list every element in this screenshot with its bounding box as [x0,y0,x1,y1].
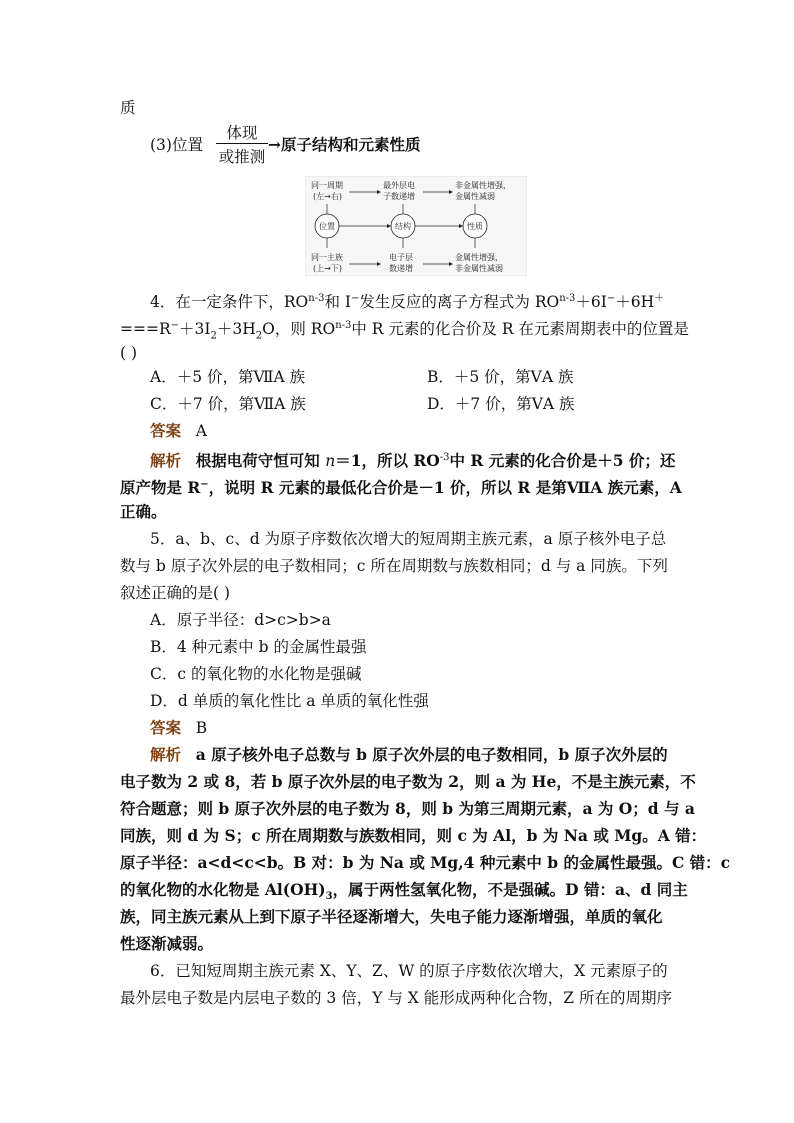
diagram-text: 电子层 [389,253,413,262]
arrow-shaft [216,143,268,144]
q5-analysis-line3: 符合题意；则 b 原子次外层的电子数为 8，则 b 为第三周期元素，a 为 O；d 与 a [120,799,695,818]
diagram-text: 最外层电 [383,181,415,190]
q4-option-a: A．＋5 价，第ⅦA 族 [150,368,306,386]
q4-analysis-line1: 解析 根据电荷守恒可知 n＝1，所以 $RO^{-3}$中 R 元素的化合价是＋5 价；还 [150,451,676,471]
diagram-text: 金属性增强， [455,253,503,262]
q6-stem-line1: 6．已知短周期主族元素 X、Y、Z、W 的原子序数依次增大，X 元素原子的 [150,962,668,980]
q4-stem-line1: 4．在一定条件下，RO$^{n-3}$和 I−发生反应的离子方程式为 $RO^{n-3}+6I^-+6H^+$ [150,293,665,312]
q4-analysis-line2: 原产物是 R−，说明 R 元素的最低化合价是－1 价，所以 R 是第ⅦA 族元素，A [120,478,682,498]
diagram-text: 数递增 [389,264,413,273]
q5-analysis-line5: 原子半径：a<d<c<b。B 对：b 为 Na 或 Mg,4 种元素中 b 的金属性最强。C 错：c [120,853,731,872]
diagram-text: 位置 [319,222,335,231]
q5-analysis-line7: 族，同主族元素从上到下原子半径逐渐增大，失电子能力逐渐增强，单质的氧化 [120,907,663,926]
q5-analysis-line2: 电子数为 2 或 8，若 b 原子次外层的电子数为 2，则 a 为 He，不是主族元素，不 [120,772,696,791]
q5-analysis-line4: 同族，则 d 为 S；c 所在周期数与族数相同，则 c 为 Al，b 为 Na 或 Mg。A 错： [120,826,707,845]
arrow-bottom-label: 或推测 [218,148,266,166]
q4-option-b: B．＋5 价，第ⅤA 族 [427,368,574,386]
q5-stem-line2: 数与 b 原子次外层的电子数相同；c 所在周期数与族数相同；d 与 a 同族。下列 [120,557,668,575]
continued-text: 质 [120,99,136,117]
item-3-prefix: (3)位置 [150,136,203,154]
q4-bracket: ( ) [120,344,138,362]
q5-analysis-line1: 解析 a 原子核外电子总数与 b 原子次外层的电子数相同，b 原子次外层的 [150,745,668,764]
diagram-text: 非金属性增强， [455,181,511,190]
q5-option-b: B．4 种元素中 b 的金属性最强 [150,638,367,656]
diagram-text: 非金属性减弱 [455,264,503,273]
q4-answer: 答案 A [150,421,207,440]
q5-analysis-line8: 性逐渐减弱。 [120,934,214,953]
q5-stem-line1: 5．a、b、c、d 为原子序数依次增大的短周期主族元素，a 原子核外电子总 [150,530,667,548]
diagram-text: 金属性减弱 [455,192,495,201]
q4-stem-line2: $===R^-+3I_2+3H_2O$，则 RO$^{n-3}$中 R 元素的化合价及 R 在元素周期表中的位置是 [120,320,689,342]
diagram-text: 性质 [467,222,483,231]
diagram-text: 子数递增 [383,192,415,201]
arrow-top-label: 体现 [226,124,258,142]
q5-option-c: C．c 的氧化物的水化物是强碱 [150,665,362,683]
q4-analysis-line3: 正确。 [120,502,167,521]
diagram-text: 结构 [395,222,411,231]
item-3-suffix: →原子结构和元素性质 [268,135,421,154]
q5-option-a: A．原子半径：d>c>b>a [150,611,331,629]
q5-stem-line3: 叙述正确的是( ) [120,584,231,602]
q5-analysis-line6: 的氧化物的水化物是 $Al(OH)_3$，属于两性氢氧化物，不是强碱。D 错：a、d 同主 [120,880,688,903]
q6-stem-line2: 最外层电子数是内层电子数的 3 倍，Y 与 X 能形成两种化合物，Z 所在的周期序 [120,989,672,1007]
q4-option-d: D．＋7 价，第ⅤA 族 [427,395,575,413]
q5-answer: 答案 B [150,718,208,737]
q5-option-d: D．d 单质的氧化性比 a 单质的氧化性强 [150,692,429,710]
diagram-text: (上→下) [313,264,342,273]
diagram-text: (左→右) [313,192,342,201]
diagram-text: 同一周期 [311,181,343,190]
diagram-text: 同一主族 [311,253,343,262]
structure-diagram [305,176,527,276]
q4-option-c: C．＋7 价，第ⅦA 族 [150,395,306,413]
